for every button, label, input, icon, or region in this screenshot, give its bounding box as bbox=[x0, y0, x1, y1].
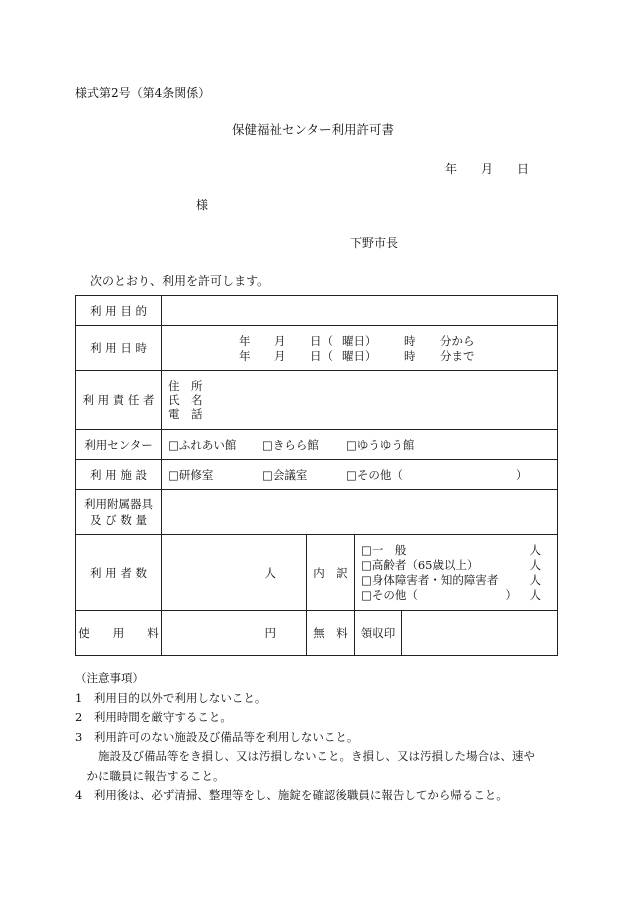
breakdown-label: 内 訳 bbox=[307, 535, 355, 611]
issue-date-year: 年 bbox=[445, 162, 458, 176]
free-label: 無 料 bbox=[307, 611, 355, 656]
receipt-label: 領収印 bbox=[355, 611, 402, 656]
responsible-label: 利 用 責 任 者 bbox=[76, 371, 162, 430]
to-minute: 分まで bbox=[440, 349, 475, 363]
breakdown-general-label: □一 般 bbox=[361, 543, 407, 557]
to-weekday: 曜日） bbox=[342, 349, 377, 363]
address-label: 住 所 bbox=[168, 379, 203, 393]
breakdown-disabled-label: □身体障害者・知的障害者 bbox=[361, 573, 499, 587]
row-fee bbox=[76, 611, 558, 656]
center-option-yuuyuu[interactable]: □ゆうゆう館 bbox=[346, 437, 415, 452]
center-options bbox=[162, 430, 558, 460]
users-unit: 人 bbox=[264, 565, 276, 580]
breakdown-general[interactable] bbox=[361, 543, 541, 557]
equipment-label-line1: 利用附属器具 bbox=[84, 497, 153, 511]
note-item: かに職員に報告すること。 bbox=[75, 768, 225, 783]
breakdown-field bbox=[355, 535, 558, 611]
receipt-stamp-field[interactable] bbox=[402, 611, 558, 656]
datetime-label: 利 用 日 時 bbox=[76, 326, 162, 371]
equipment-label-line2: 及 び 数 量 bbox=[90, 513, 147, 527]
breakdown-other-unit: 人 bbox=[529, 588, 541, 602]
note-item: 4 利用後は、必ず清掃、整理等をし、施錠を確認後職員に報告してから帰ること。 bbox=[75, 788, 508, 802]
note-item: 3 利用許可のない施設及び備品等を利用しないこと。 bbox=[75, 729, 359, 744]
to-day: 日（ bbox=[310, 349, 333, 363]
issue-date-day: 日 bbox=[517, 162, 530, 176]
notes-heading: （注意事項） bbox=[75, 671, 144, 685]
row-responsible bbox=[76, 371, 558, 430]
breakdown-elderly-unit: 人 bbox=[529, 558, 541, 572]
facility-option-close: ） bbox=[516, 467, 528, 482]
users-count-field[interactable] bbox=[162, 535, 307, 611]
form-number: 様式第2号（第4条関係） bbox=[75, 86, 211, 100]
to-year: 年 bbox=[239, 349, 251, 363]
note-item: 2 利用時間を厳守すること。 bbox=[75, 710, 232, 724]
purpose-field[interactable] bbox=[162, 296, 558, 326]
equipment-field[interactable] bbox=[162, 490, 558, 535]
facility-option-training-room[interactable]: □研修室 bbox=[168, 467, 214, 482]
fee-label: 使 用 料 bbox=[76, 611, 162, 656]
phone-label: 電 話 bbox=[168, 407, 203, 421]
from-day: 日（ bbox=[310, 334, 333, 348]
facility-label: 利 用 施 設 bbox=[76, 460, 162, 490]
permit-table bbox=[75, 295, 558, 656]
breakdown-general-unit: 人 bbox=[529, 543, 541, 557]
from-year: 年 bbox=[239, 334, 251, 348]
datetime-field[interactable] bbox=[162, 326, 558, 371]
purpose-label: 利 用 目 的 bbox=[76, 296, 162, 326]
responsible-field[interactable] bbox=[162, 371, 558, 430]
issue-date-month: 月 bbox=[481, 162, 494, 176]
notes-section bbox=[75, 669, 565, 806]
note-item: 1 利用目的以外で利用しないこと。 bbox=[75, 690, 267, 705]
row-facility bbox=[76, 460, 558, 490]
to-month: 月 bbox=[274, 349, 286, 363]
issuer-name: 下野市長 bbox=[350, 236, 399, 250]
breakdown-elderly-label: □高齢者（65歳以上） bbox=[361, 558, 479, 572]
breakdown-disabled[interactable] bbox=[361, 573, 541, 587]
name-label: 氏 名 bbox=[168, 393, 203, 407]
breakdown-other[interactable] bbox=[361, 588, 541, 602]
intro-text: 次のとおり、利用を許可します。 bbox=[90, 274, 270, 288]
fee-amount-field[interactable] bbox=[162, 611, 307, 656]
row-equipment bbox=[76, 490, 558, 535]
row-purpose bbox=[76, 296, 558, 326]
note-item: 施設及び備品等をき損し、又は汚損しないこと。き損し、又は汚損した場合は、速や bbox=[75, 749, 535, 763]
to-hour: 時 bbox=[404, 349, 416, 363]
row-users bbox=[76, 535, 558, 611]
fee-unit: 円 bbox=[264, 626, 276, 640]
document-title: 保健福祉センター利用許可書 bbox=[232, 122, 395, 137]
from-weekday: 曜日） bbox=[342, 334, 377, 348]
from-month: 月 bbox=[274, 334, 286, 348]
row-datetime bbox=[76, 326, 558, 371]
breakdown-other-label: □その他（ bbox=[361, 588, 418, 602]
addressee-suffix: 様 bbox=[196, 198, 209, 212]
breakdown-disabled-unit: 人 bbox=[529, 573, 541, 587]
row-center bbox=[76, 430, 558, 460]
breakdown-other-close: ） bbox=[505, 588, 517, 602]
users-label: 利 用 者 数 bbox=[76, 535, 162, 611]
from-minute: 分から bbox=[440, 334, 475, 348]
facility-option-other[interactable]: □その他（ bbox=[346, 467, 403, 482]
from-hour: 時 bbox=[404, 334, 416, 348]
facility-option-meeting-room[interactable]: □会議室 bbox=[262, 467, 308, 482]
center-option-fureai[interactable]: □ふれあい館 bbox=[168, 437, 237, 452]
center-option-kirara[interactable]: □きらら館 bbox=[262, 437, 319, 452]
facility-options bbox=[162, 460, 558, 490]
breakdown-elderly[interactable] bbox=[361, 558, 541, 572]
equipment-label bbox=[76, 490, 162, 535]
center-label: 利用センター bbox=[76, 430, 162, 460]
